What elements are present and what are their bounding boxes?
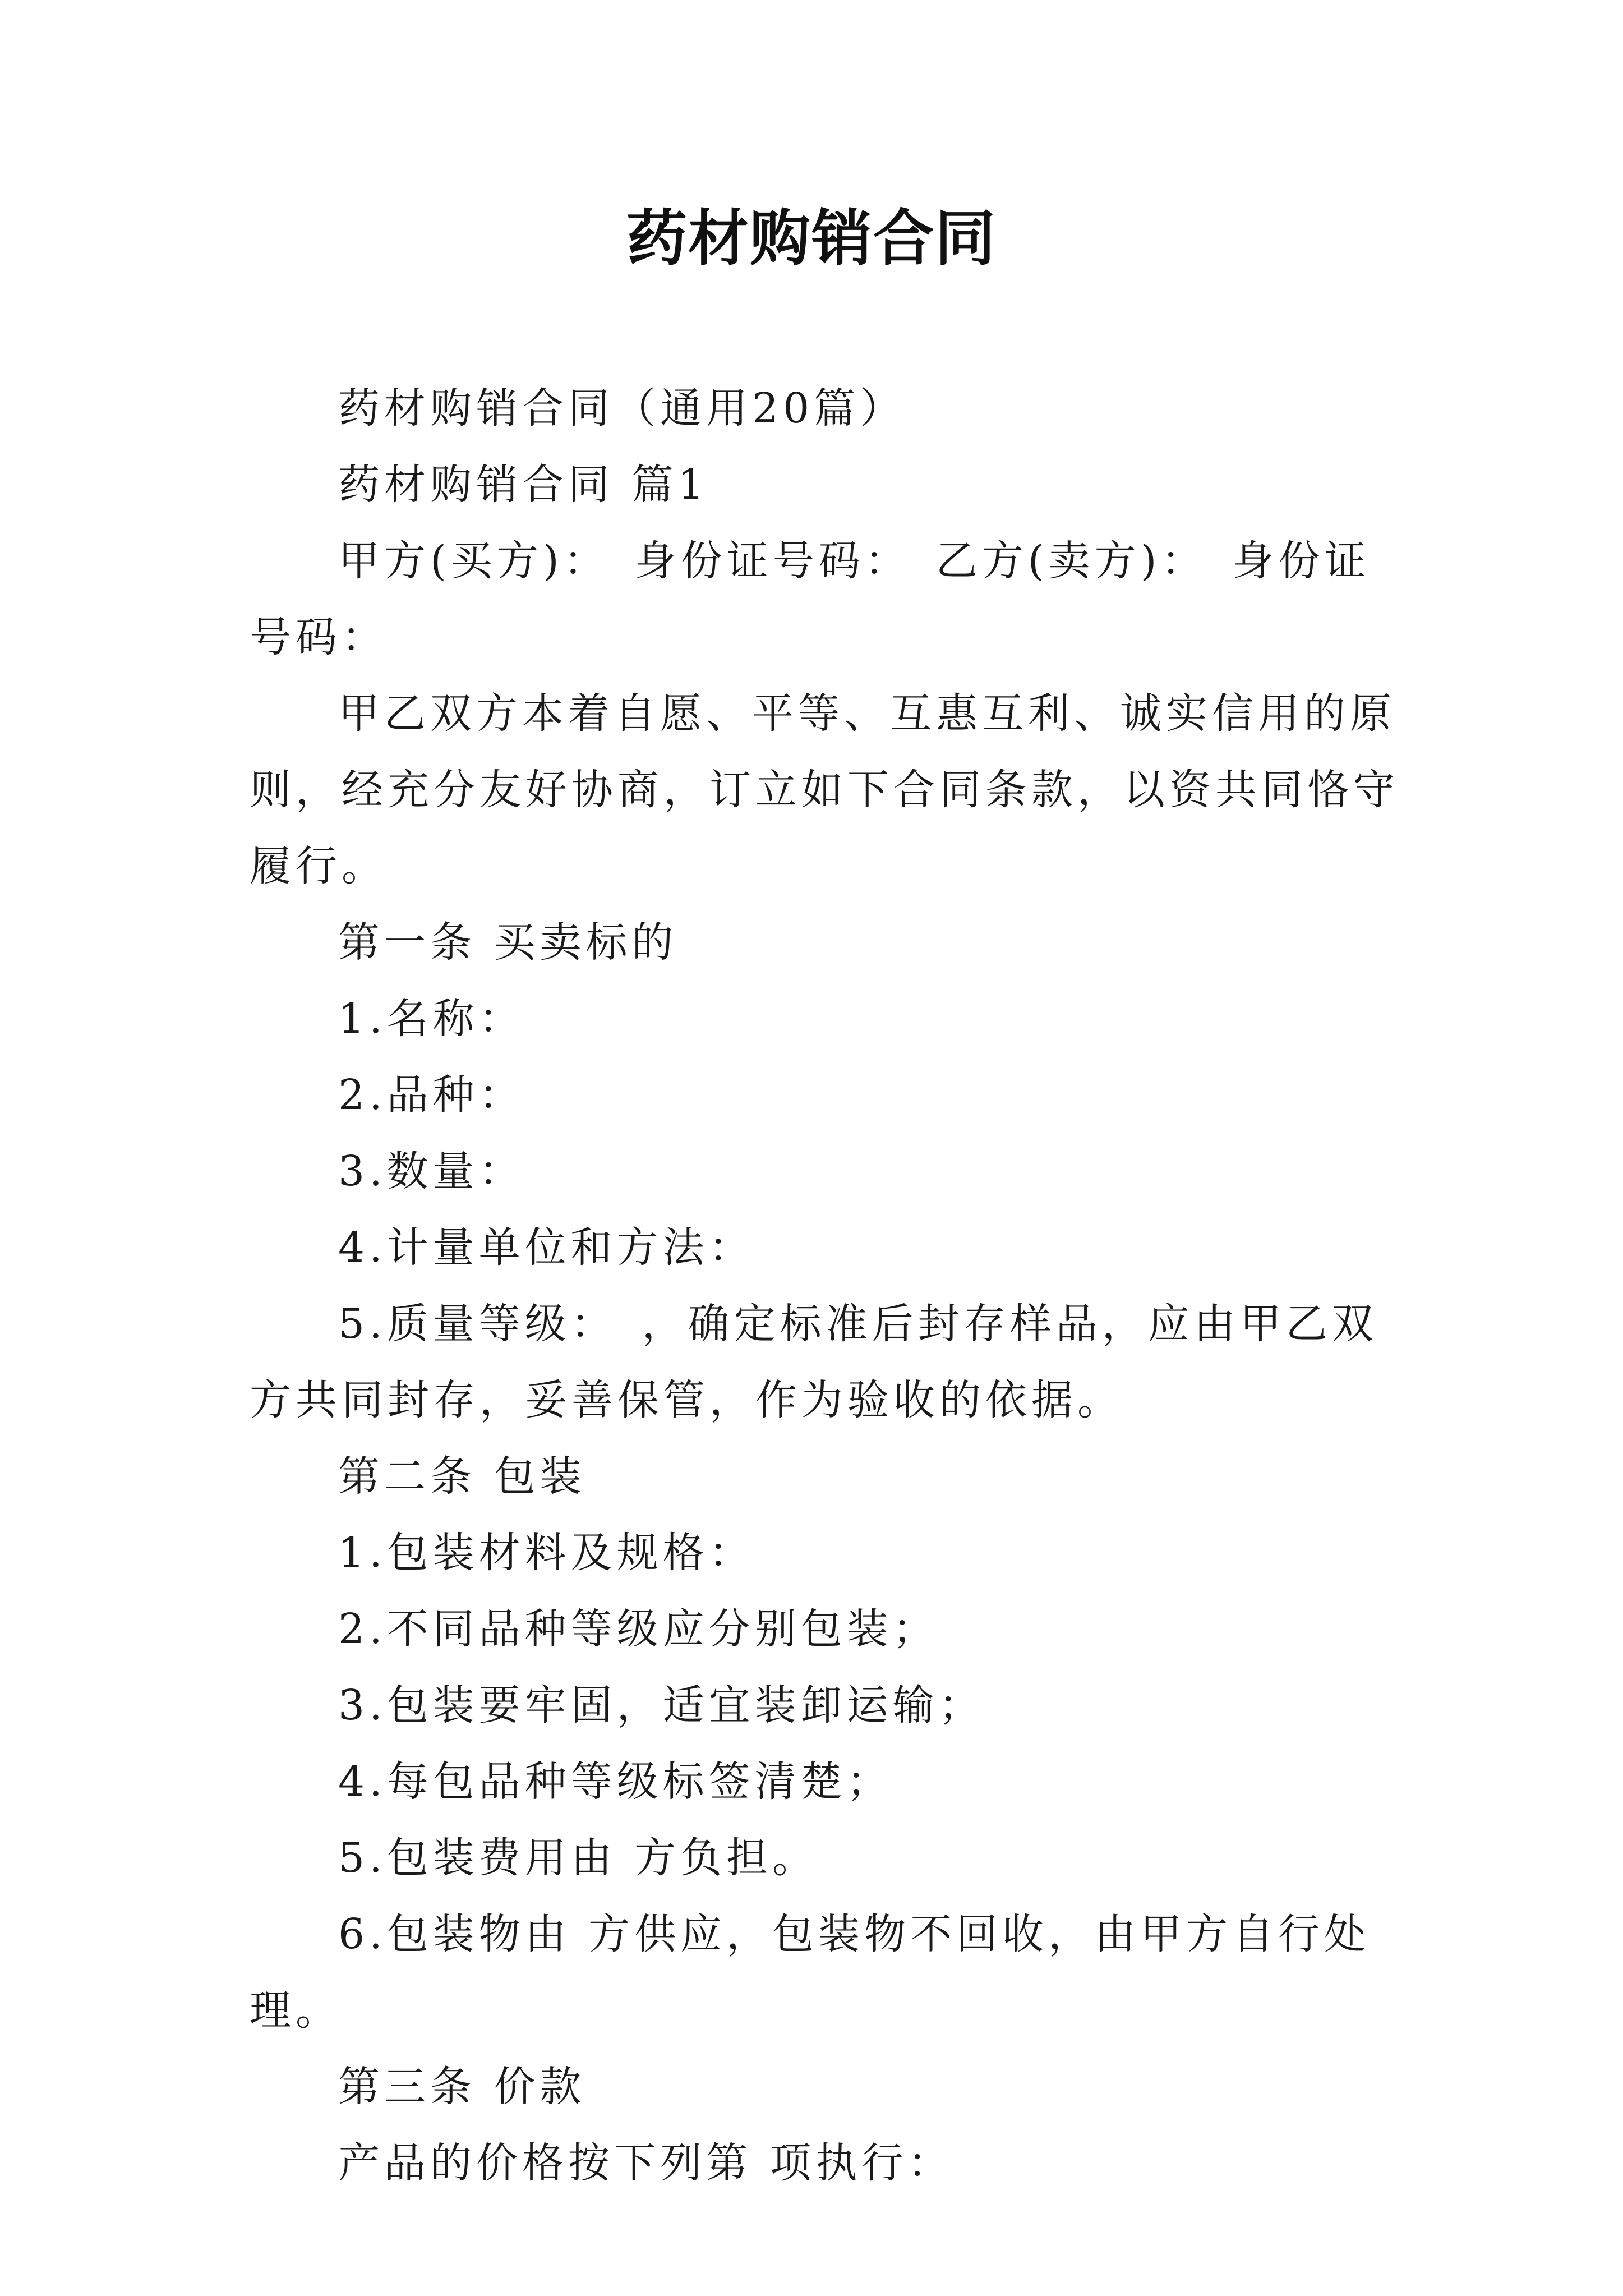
paragraph-preamble: 甲乙双方本着自愿、平等、互惠互利、诚实信用的原则，经充分友好协商，订立如下合同条款，以资共同恪守履行。 <box>250 689 1399 890</box>
paragraph-subtitle: 药材购销合同（通用20篇） <box>338 384 906 432</box>
paragraph-price: 产品的价格按下列第 项执行： <box>338 2139 954 2187</box>
paragraph-packaging-6: 6.包装物由 方供应，包装物不回收，由甲方自行处理。 <box>250 1910 1371 2035</box>
paragraph-packaging-3: 3.包装要牢固，适宜装卸运输； <box>338 1681 985 1729</box>
document-title: 药材购销合同 <box>626 203 997 274</box>
paragraph-section-heading: 药材购销合同 篇1 <box>338 461 709 509</box>
paragraph-item-quantity: 3.数量： <box>338 1147 525 1195</box>
document-body <box>250 370 1399 2201</box>
paragraph-item-quality: 5.质量等级： ，确定标准后封存样品，应由甲乙双方共同封存，妥善保管，作为验收的依据。 <box>250 1300 1378 1424</box>
paragraph-article-3-heading: 第三条 价款 <box>338 2063 586 2111</box>
paragraph-article-2-heading: 第二条 包装 <box>338 1452 586 1501</box>
paragraph-item-measurement: 4.计量单位和方法： <box>338 1223 755 1272</box>
paragraph-item-name: 1.名称： <box>338 995 525 1043</box>
paragraph-packaging-1: 1.包装材料及规格： <box>338 1529 755 1577</box>
paragraph-article-1-heading: 第一条 买卖标的 <box>338 918 678 967</box>
paragraph-packaging-2: 2.不同品种等级应分别包装； <box>338 1605 939 1653</box>
paragraph-parties: 甲方(买方)： 身份证号码： 乙方(卖方)： 身份证号码： <box>250 537 1371 661</box>
paragraph-packaging-4: 4.每包品种等级标签清楚； <box>338 1757 893 1806</box>
paragraph-item-variety: 2.品种： <box>338 1071 525 1119</box>
paragraph-packaging-5: 5.包装费用由 方负担。 <box>338 1834 819 1882</box>
